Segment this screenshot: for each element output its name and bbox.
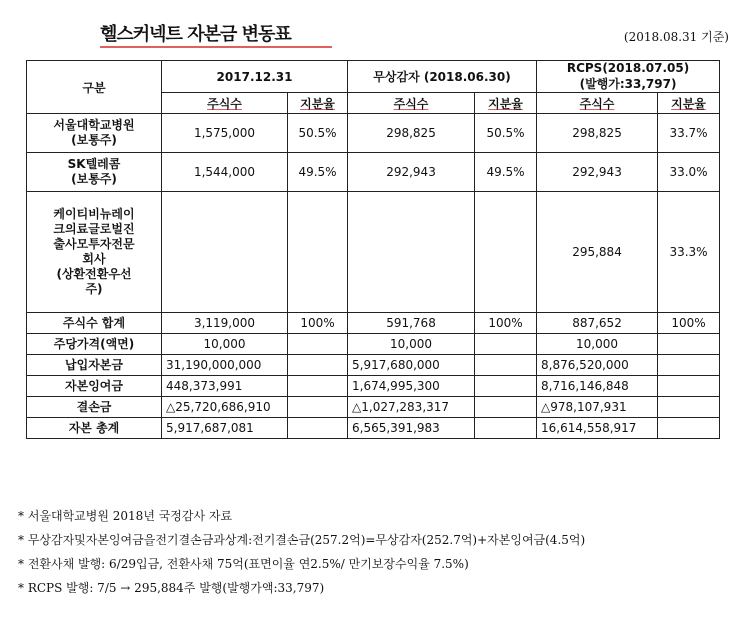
cell-value: 3,119,000 <box>162 313 288 334</box>
note-1: * 서울대학교병원 2018년 국정감사 자료 <box>18 509 233 523</box>
page-title: 헬스커넥트 자본금 변동표 <box>100 24 291 45</box>
table-row <box>27 114 720 153</box>
table-row <box>27 397 720 418</box>
cell-ratio <box>475 418 537 439</box>
cell-value: 10,000 <box>162 334 288 355</box>
cell-ratio <box>288 418 348 439</box>
cell-ratio <box>658 376 720 397</box>
cell-ratio <box>658 355 720 376</box>
header-col3-line2: (발행가:33,797) <box>579 77 677 91</box>
cell-value: △25,720,686,910 <box>162 397 288 418</box>
cell-ratio <box>288 376 348 397</box>
cell-ratio: 100% <box>288 313 348 334</box>
cell-value <box>348 192 475 313</box>
cell-value: 31,190,000,000 <box>162 355 288 376</box>
table-row <box>27 334 720 355</box>
cell-value: 292,943 <box>348 153 475 192</box>
cell-value: 887,652 <box>537 313 658 334</box>
row-label: 자본 총계 <box>27 418 162 439</box>
cell-value: 10,000 <box>537 334 658 355</box>
header-col1: 2017.12.31 <box>162 61 348 93</box>
cell-value: 1,544,000 <box>162 153 288 192</box>
cell-value: 8,876,520,000 <box>537 355 658 376</box>
header-col2: 무상감자 (2018.06.30) <box>348 61 537 93</box>
cell-value: 591,768 <box>348 313 475 334</box>
row-label: 케이티비뉴레이 크의료글로벌진 출사모투자전문 회사 (상환전환우선 주) <box>27 192 162 313</box>
capital-change-table <box>26 60 720 439</box>
notes <box>18 504 585 600</box>
cell-value: 298,825 <box>348 114 475 153</box>
cell-value <box>162 192 288 313</box>
subheader-ratio: 지분율 <box>658 93 720 114</box>
cell-ratio <box>288 355 348 376</box>
cell-ratio <box>288 334 348 355</box>
row-label: 결손금 <box>27 397 162 418</box>
note-4: * RCPS 발행: 7/5 → 295,884주 발행(발행가액:33,797) <box>18 581 325 595</box>
cell-value: 1,674,995,300 <box>348 376 475 397</box>
table-row <box>27 376 720 397</box>
cell-value: △978,107,931 <box>537 397 658 418</box>
cell-ratio: 49.5% <box>475 153 537 192</box>
cell-ratio: 33.0% <box>658 153 720 192</box>
cell-value: △1,027,283,317 <box>348 397 475 418</box>
cell-ratio <box>475 397 537 418</box>
cell-ratio <box>288 192 348 313</box>
table-row <box>27 153 720 192</box>
header-col3-line1: RCPS(2018.07.05) <box>566 61 690 75</box>
cell-value: 5,917,687,081 <box>162 418 288 439</box>
cell-value: 1,575,000 <box>162 114 288 153</box>
row-label: 납입자본금 <box>27 355 162 376</box>
cell-ratio: 100% <box>658 313 720 334</box>
subheader-shares: 주식수 <box>162 93 288 114</box>
subheader-shares: 주식수 <box>348 93 475 114</box>
note-2: * 무상감자및자본잉여금을전기결손금과상계:전기결손금(257.2억)=무상감자(252.7억)+자본잉여금(4.5억) <box>18 533 586 547</box>
cell-ratio: 33.3% <box>658 192 720 313</box>
subheader-shares: 주식수 <box>537 93 658 114</box>
note-3: * 전환사채 발행: 6/29입금, 전환사채 75억(표면이율 연2.5%/ 만기보장수익율 7.5%) <box>18 557 469 571</box>
cell-value: 448,373,991 <box>162 376 288 397</box>
cell-value: 5,917,680,000 <box>348 355 475 376</box>
row-label: SK텔레콤 (보통주) <box>27 153 162 192</box>
table-row <box>27 192 720 313</box>
subheader-ratio: 지분율 <box>288 93 348 114</box>
cell-ratio <box>475 376 537 397</box>
header-col3 <box>537 61 720 93</box>
cell-value: 298,825 <box>537 114 658 153</box>
cell-ratio: 33.7% <box>658 114 720 153</box>
cell-ratio <box>658 334 720 355</box>
table-row <box>27 355 720 376</box>
row-label: 주당가격(액면) <box>27 334 162 355</box>
cell-ratio: 49.5% <box>288 153 348 192</box>
subheader-ratio: 지분율 <box>475 93 537 114</box>
cell-value: 292,943 <box>537 153 658 192</box>
header-category: 구분 <box>27 61 162 114</box>
cell-ratio: 100% <box>475 313 537 334</box>
cell-value: 16,614,558,917 <box>537 418 658 439</box>
cell-ratio: 50.5% <box>475 114 537 153</box>
cell-ratio <box>475 192 537 313</box>
cell-value: 10,000 <box>348 334 475 355</box>
table-row <box>27 313 720 334</box>
cell-ratio <box>658 418 720 439</box>
base-date: (2018.08.31 기준) <box>623 30 729 44</box>
cell-value: 6,565,391,983 <box>348 418 475 439</box>
cell-ratio <box>658 397 720 418</box>
row-label: 서울대학교병원 (보통주) <box>27 114 162 153</box>
cell-ratio <box>475 334 537 355</box>
cell-value: 8,716,146,848 <box>537 376 658 397</box>
cell-ratio <box>475 355 537 376</box>
title-underline <box>100 46 332 48</box>
row-label: 주식수 합계 <box>27 313 162 334</box>
cell-ratio <box>288 397 348 418</box>
table-row <box>27 418 720 439</box>
row-label: 자본잉여금 <box>27 376 162 397</box>
cell-ratio: 50.5% <box>288 114 348 153</box>
cell-value: 295,884 <box>537 192 658 313</box>
